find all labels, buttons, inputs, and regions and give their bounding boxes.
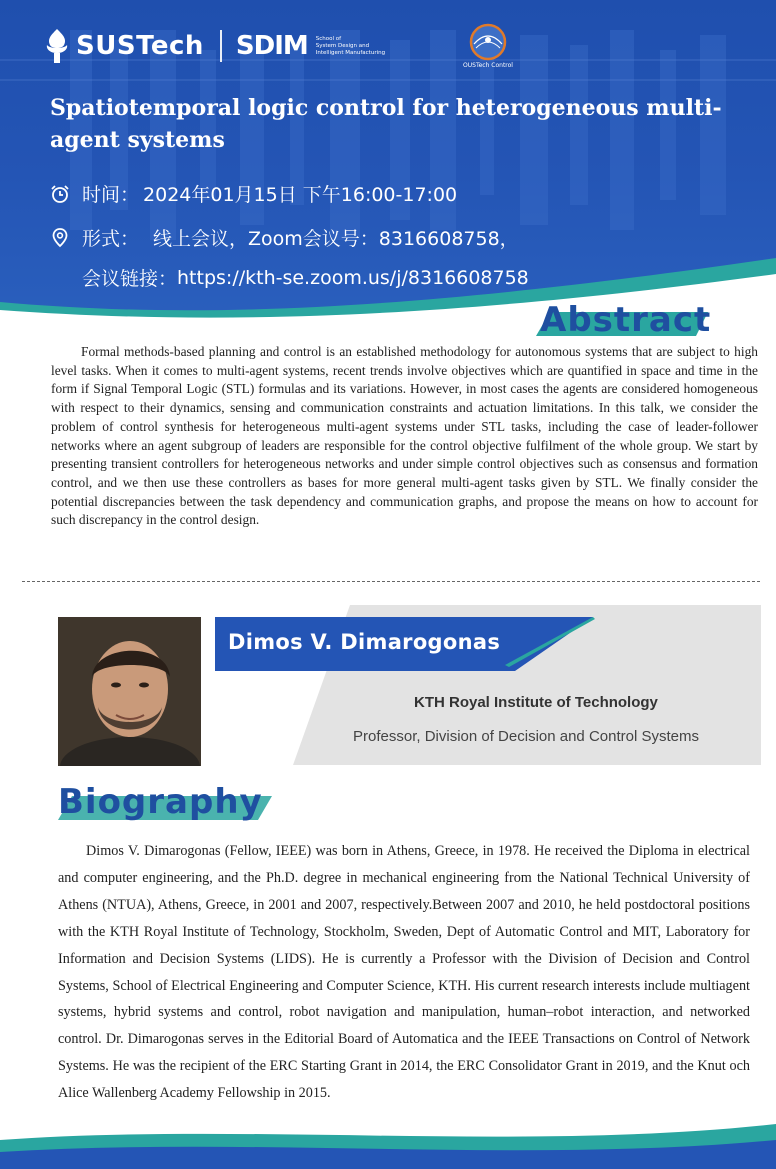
speaker-position: Professor, Division of Decision and Control Systems	[353, 728, 699, 745]
sustech-logo-text: SUSTech	[76, 31, 204, 61]
speaker-portrait-image	[58, 617, 201, 766]
sdim-sub-line: School of	[315, 35, 342, 42]
abstract-body: Formal methods-based planning and control is an established methodology for autonomous systems that are subject to high level tasks. When it comes to multi-agent systems, recent trends involve objectives which are quantified in space and time in the form if Signal Temporal Logic (STL) formulas and its variations. However, in most cases the agents are considered homogeneous with respect to their dynamics, sensing and communication constraints and actuation limitations. In this talk, we consider the problem of control synthesis for heterogeneous multi-agent systems under STL tasks, including the case of leader-follower networks where an agent subgroup of leaders are responsible for the control objective fulfilment of the whole group. We start by presenting transient controllers for heterogeneous networks and under simple control objectives such as consensus and formation control, and we then use these controllers as bases for more general multi-agent tasks given by STL. We finally consider the potential discrepancies between the task dependency and communication graphs, and propose the means on how to account for such discrepancy in the control design.	[51, 344, 758, 528]
time-label: 时间：	[82, 184, 140, 206]
footer-wave	[0, 1118, 776, 1169]
speaker-name: Dimos V. Dimarogonas	[228, 630, 501, 654]
talk-title: Spatiotemporal logic control for heterogeneous multi-agent systems	[50, 95, 722, 153]
sdim-sub-line: System Design and	[315, 42, 370, 49]
sustech-torch-icon	[42, 27, 72, 65]
abstract-title: Abstract	[540, 300, 712, 340]
sdim-subtitle	[316, 36, 426, 57]
format-label: 形式：	[82, 228, 140, 250]
biography-title: Biography	[58, 782, 263, 822]
alarm-clock-icon	[50, 184, 70, 204]
sdim-logo-text: SDIM	[235, 31, 308, 61]
zoom-link[interactable]: https://kth-se.zoom.us/j/8316608758	[177, 266, 529, 289]
logo-divider	[220, 30, 222, 62]
oustech-control-logo	[462, 22, 514, 70]
ous-logo-label: OUSTech Control	[463, 62, 513, 69]
biography-heading	[58, 782, 278, 828]
link-label: 会议链接：	[82, 268, 178, 290]
biography-body: Dimos V. Dimarogonas (Fellow, IEEE) was born in Athens, Greece, in 1978. He received the Diploma in electrical and computer engineering, and the Ph.D. degree in mechanical engineering from the National Technical University of Athens (NTUA), Athens, Greece, in 2001 and 2007, respectively.Between 2007 and 2010, he held postdoctoral positions with the KTH Royal Institute of Technology, Stockholm, Sweden, Dept of Automatic Control and MIT, Laboratory for Information and Decision Systems (LIDS). He is currently a Professor with the Division of Decision and Control Systems, School of Electrical Engineering and Computer Science, KTH. His current research interests include multiagent systems, hybrid systems and control, robot navigation and manipulation, human–robot interaction, and networked control. Dr. Dimarogonas serves in the Editorial Board of Automatica and the IEEE Transactions on Control of Network Systems. He was the recipient of the ERC Starting Grant in 2014, the ERC Consolidator Grant in 2019, and the Knut och Alice Wallenberg Academy Fellowship in 2015.	[58, 843, 750, 1102]
abstract-heading	[540, 300, 720, 344]
sdim-sub-line: Intelligent Manufacturing	[315, 49, 386, 56]
section-divider	[22, 581, 760, 582]
format-value: 线上会议，Zoom会议号：8316608758，	[153, 228, 519, 250]
speaker-institution: KTH Royal Institute of Technology	[414, 694, 658, 711]
logo-row	[42, 22, 426, 70]
time-line	[50, 180, 457, 207]
time-value: 2024年01月15日 下午16:00-17:00	[143, 184, 458, 206]
speaker-photo	[58, 617, 201, 766]
